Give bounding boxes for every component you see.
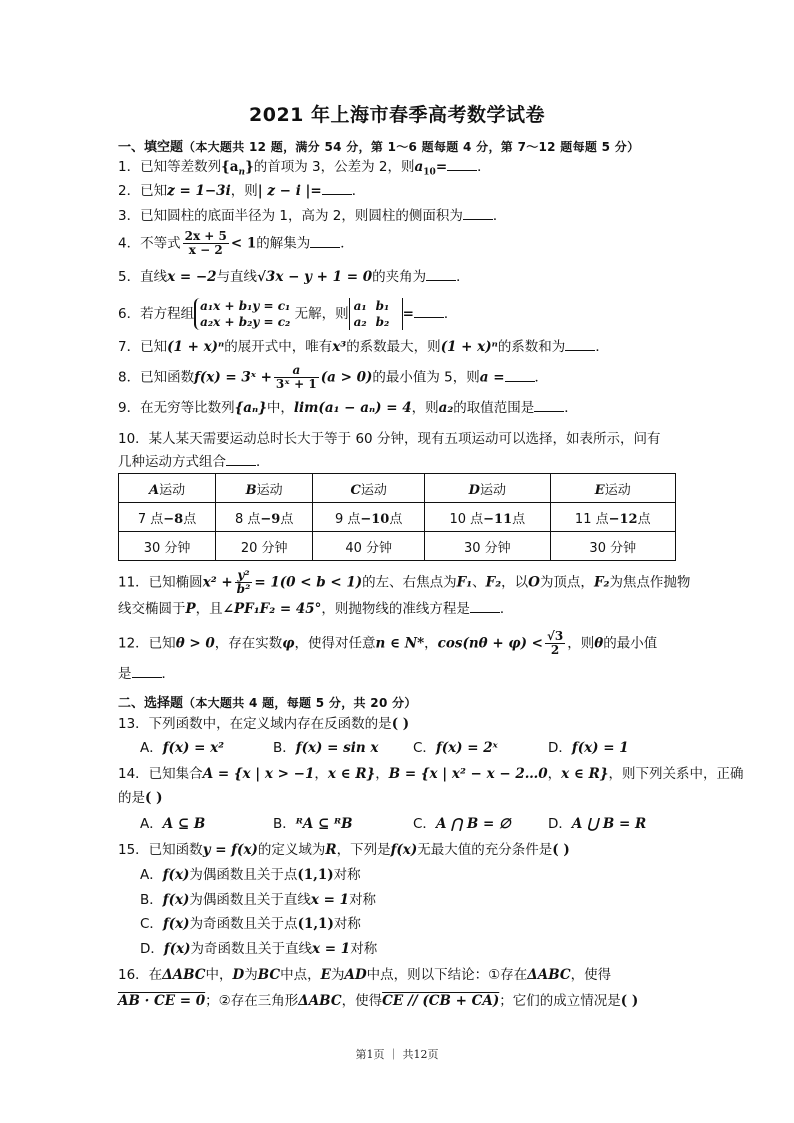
question-16-line-2: AB · CE = 0；②存在三角形ΔABC，使得CE // (CB + CA)；它们的成立情况是( ) <box>118 993 639 1009</box>
fraction: $\frac{√3}{2}$ <box>546 629 564 657</box>
question-15: 15．已知函数y = f(x)的定义域为R，下列是f(x)无最大值的充分条件是( ) <box>118 842 570 858</box>
question-9: 9．在无穷等比数列{aₙ}中，lim(a₁ − aₙ) = 4，则a₂的取值范围是 ． <box>118 400 578 416</box>
question-12-line-1: 12．已知θ > 0，存在实数φ，使得对任意n ∈ N*，cos(nθ + φ) < $\frac{√3}{2}$ ，则θ的最小值 <box>118 629 658 657</box>
question-3: 3．已知圆柱的底面半径为 1，高为 2，则圆柱的侧面积为 ． <box>118 208 507 224</box>
q15-option-c: C．f(x)为奇函数且关于点(1,1)对称 <box>140 916 361 932</box>
table-cell: 40 分钟 <box>313 532 425 561</box>
answer-blank <box>470 600 500 613</box>
q15-option-b: B．f(x)为偶函数且关于直线x = 1对称 <box>140 892 377 908</box>
q15-option-a: A．f(x)为偶函数且关于点(1,1)对称 <box>140 867 361 883</box>
table-cell: D运动 <box>425 474 550 503</box>
section-heading-fill-blank: 一、填空题（本大题共 12 题，满分 54 分，第 1～6 题每题 4 分，第 7～12 题每题 5 分） <box>118 140 640 155</box>
table-row <box>119 532 676 561</box>
q14-option-d: D．A ⋃ B = R <box>548 816 647 832</box>
table-header-row <box>119 474 676 503</box>
q13-option-d: D．f(x) = 1 <box>548 740 629 756</box>
q14-option-a: A．A ⊆ B <box>140 816 206 832</box>
q14-option-c: C．A ⋂ B = ∅ <box>413 816 511 832</box>
fraction: $\frac{a}{\text{3ˣ + 1}}$ <box>275 363 317 391</box>
table-cell: 10 点−11点 <box>425 503 550 532</box>
table-cell: 30 分钟 <box>550 532 675 561</box>
table-cell: B运动 <box>216 474 313 503</box>
table-cell: 7 点−8点 <box>119 503 216 532</box>
table-cell: C运动 <box>313 474 425 503</box>
answer-blank <box>322 182 352 195</box>
q13-option-a: A．f(x) = x² <box>140 740 225 756</box>
page-title: 2021 年上海市春季高考数学试卷 <box>249 104 545 126</box>
question-13: 13．下列函数中，在定义域内存在反函数的是( ) <box>118 716 410 732</box>
answer-blank <box>447 158 477 171</box>
table-cell: 20 分钟 <box>216 532 313 561</box>
answer-blank <box>226 453 256 466</box>
table-cell: 9 点−10点 <box>313 503 425 532</box>
question-14-line-2: 的是( ) <box>118 790 163 806</box>
table-cell: 11 点−12点 <box>550 503 675 532</box>
question-4: 4．不等式 $\frac{2x + 5}{x - 2}$ < 1的解集为 ． <box>118 229 354 257</box>
table-cell: 30 分钟 <box>425 532 550 561</box>
question-11-line-2: 线交椭圆于P，且∠PF₁F₂ = 45°，则抛物线的准线方程是 ． <box>118 601 514 617</box>
fraction: $\frac{2x + 5}{x - 2}$ <box>184 229 227 257</box>
question-8: 8．已知函数f(x) = 3ˣ + $\frac{a}{\text{3ˣ + 1}}$ (a > 0)的最小值为 5，则a = ． <box>118 363 549 391</box>
answer-blank <box>505 369 535 382</box>
page-footer: 第1页 ｜ 共12页 <box>355 1048 439 1061</box>
question-11-line-1: 11．已知椭圆x² + $\frac{\text{y²}}{\text{b²}}$ = 1(0 < b < 1)的左、右焦点为F₁、F₂，以O为顶点，F₂为焦点作抛物 <box>118 568 691 596</box>
section-heading-multiple-choice: 二、选择题（本大题共 4 题，每题 5 分，共 20 分） <box>118 696 417 711</box>
question-10-line-2: 几种运动方式组合 ． <box>118 454 270 470</box>
table-row <box>119 503 676 532</box>
answer-blank <box>565 338 595 351</box>
answer-blank <box>463 207 493 220</box>
fraction: $\frac{\text{y²}}{\text{b²}}$ <box>236 568 251 596</box>
question-10-line-1: 10．某人某天需要运动总时长大于等于 60 分钟，现有五项运动可以选择，如表所示，问有 <box>118 431 661 447</box>
q14-option-b: B．ᴿA ⊆ ᴿB <box>273 816 353 832</box>
q15-option-d: D．f(x)为奇函数且关于直线x = 1对称 <box>140 941 378 957</box>
table-cell: A运动 <box>119 474 216 503</box>
question-5: 5．直线x = −2与直线√3x − y + 1 = 0的夹角为 ． <box>118 269 470 285</box>
q13-option-c: C．f(x) = 2ˣ <box>413 740 498 756</box>
question-12-line-2: 是 ． <box>118 666 175 682</box>
q13-option-b: B．f(x) = sin x <box>273 740 379 756</box>
exercise-table <box>118 473 676 561</box>
answer-blank <box>132 665 162 678</box>
table-cell: 30 分钟 <box>119 532 216 561</box>
question-14-line-1: 14．已知集合A = {x | x > −1，x ∈ R}，B = {x | x² − x − 2…0，x ∈ R}，则下列关系中，正确 <box>118 766 744 782</box>
equation-system: a₁x + b₁y = c₁ a₂x + b₂y = c₂ <box>194 298 290 330</box>
answer-blank <box>310 235 340 248</box>
question-16-line-1: 16．在ΔABC中，D为BC中点，E为AD中点，则以下结论：①存在ΔABC，使得 <box>118 967 612 983</box>
answer-blank <box>534 399 564 412</box>
question-7: 7．已知(1 + x)ⁿ的展开式中，唯有x³的系数最大，则(1 + x)ⁿ的系数和为 ． <box>118 339 609 355</box>
determinant: a₁ b₁ a₂ b₂ <box>349 298 403 330</box>
answer-blank <box>414 305 444 318</box>
question-1: 1．已知等差数列$\{a_n\}$的首项为 3，公差为 2，则$a_{10}=$ ． <box>118 159 491 178</box>
answer-blank <box>426 268 456 281</box>
question-2: 2．已知z = 1−3i，则| z − i |= ． <box>118 183 366 199</box>
question-6: 6．若方程组 a₁x + b₁y = c₁ a₂x + b₂y = c₂ 无解，则 a₁ b₁ a₂ b₂ = ． <box>118 299 458 329</box>
table-cell: 8 点−9点 <box>216 503 313 532</box>
table-cell: E运动 <box>550 474 675 503</box>
